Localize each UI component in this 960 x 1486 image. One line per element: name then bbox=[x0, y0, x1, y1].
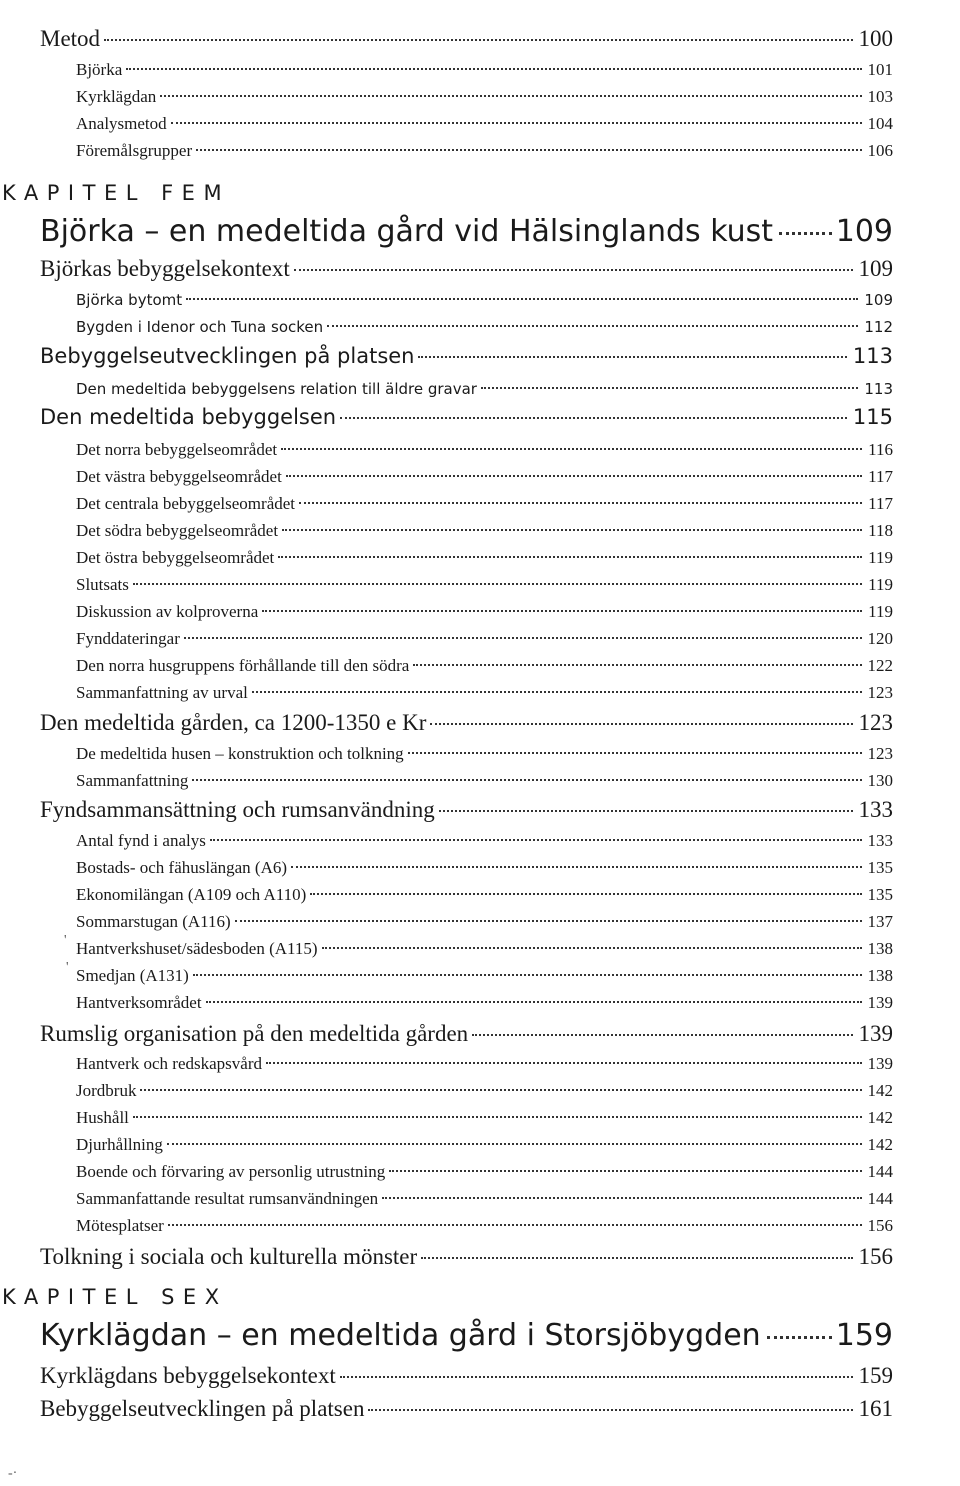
toc-entry-title: Bebyggelseutvecklingen på platsen bbox=[40, 344, 415, 368]
toc-subentry-page: 117 bbox=[868, 467, 893, 486]
toc-subentry-title: Analysmetod bbox=[76, 114, 167, 133]
dot-leader bbox=[235, 920, 862, 922]
toc-subentry-page: 139 bbox=[867, 993, 893, 1012]
toc-subentry-title: Den medeltida bebyggelsens relation till äldre gravar bbox=[76, 380, 477, 398]
dot-leader bbox=[196, 149, 861, 151]
toc-subentry bbox=[76, 1054, 893, 1074]
dot-leader bbox=[327, 325, 858, 327]
toc-subentry-title: Det södra bebyggelseområdet bbox=[76, 521, 279, 540]
toc-subentry bbox=[76, 744, 893, 764]
toc-subentry-title: Bygden i Idenor och Tuna socken bbox=[76, 318, 324, 336]
toc-subentry-page: 135 bbox=[867, 885, 893, 904]
toc-entry-page: 113 bbox=[852, 344, 893, 368]
toc-subentry bbox=[76, 602, 893, 622]
toc-subentry bbox=[76, 885, 893, 905]
toc-subentry-page: 113 bbox=[864, 380, 893, 398]
dot-leader bbox=[206, 1001, 862, 1003]
toc-subentry bbox=[76, 114, 893, 134]
toc-subentry-title: Hantverk och redskapsvård bbox=[76, 1054, 262, 1073]
dot-leader bbox=[382, 1197, 861, 1199]
dot-leader bbox=[252, 691, 862, 693]
dot-leader bbox=[430, 723, 852, 725]
toc-entry-title: Rumslig organisation på den medeltida gården bbox=[40, 1021, 469, 1046]
dot-leader bbox=[167, 1143, 862, 1145]
toc-subentry-page: 116 bbox=[868, 440, 893, 459]
dot-leader bbox=[368, 1409, 852, 1411]
toc-entry-page: 109 bbox=[858, 256, 893, 281]
toc-subentry bbox=[76, 521, 893, 541]
chapter-title-text: Kyrklägdan – en medeltida gård i Storsjöbygden bbox=[40, 1318, 761, 1353]
toc-entry bbox=[40, 256, 893, 282]
toc-entry bbox=[40, 1396, 893, 1422]
toc-subentry bbox=[76, 1108, 893, 1128]
toc-subentry bbox=[76, 575, 893, 595]
toc-subentry-title: Jordbruk bbox=[76, 1081, 137, 1100]
toc-subentry-page: 142 bbox=[867, 1108, 893, 1127]
toc-subentry-page: 101 bbox=[867, 60, 893, 79]
scan-mark: ' bbox=[66, 960, 69, 975]
toc-subentry bbox=[76, 771, 893, 791]
toc-subentry bbox=[76, 1162, 893, 1182]
toc-subentry-page: 138 bbox=[867, 939, 893, 958]
toc-subentry-page: 123 bbox=[867, 744, 893, 763]
toc-subentry-title: Sommarstugan (A116) bbox=[76, 912, 231, 931]
toc-entry-page: 161 bbox=[858, 1396, 893, 1421]
chapter-title-page: 159 bbox=[835, 1318, 893, 1353]
toc-entry-title: Metod bbox=[40, 26, 101, 51]
dot-leader bbox=[481, 387, 858, 389]
toc-subentry-page: 138 bbox=[867, 966, 893, 985]
toc-entry-title: Tolkning i sociala och kulturella mönster bbox=[40, 1244, 418, 1269]
toc-subentry bbox=[76, 291, 893, 309]
toc-subentry bbox=[76, 683, 893, 703]
chapter-title bbox=[40, 1318, 893, 1353]
toc-entry-title: Bebyggelseutvecklingen på platsen bbox=[40, 1396, 365, 1421]
toc-subentry-page: 119 bbox=[868, 602, 893, 621]
dot-leader bbox=[408, 752, 862, 754]
toc-subentry-page: 123 bbox=[867, 683, 893, 702]
toc-subentry-title: Det östra bebyggelseområdet bbox=[76, 548, 275, 567]
toc-subentry-title: Björka bytomt bbox=[76, 291, 183, 309]
dot-leader bbox=[171, 122, 862, 124]
scan-mark: ' bbox=[64, 933, 67, 948]
dot-leader bbox=[779, 232, 832, 235]
toc-subentry-title: Sammanfattning bbox=[76, 771, 189, 790]
toc-entry-page: 133 bbox=[858, 797, 893, 822]
toc-subentry bbox=[76, 993, 893, 1013]
toc-subentry-page: 130 bbox=[867, 771, 893, 790]
toc-subentry bbox=[76, 1135, 893, 1155]
dot-leader bbox=[262, 610, 862, 612]
toc-subentry-title: Föremålsgrupper bbox=[76, 141, 193, 160]
toc-subentry bbox=[76, 629, 893, 649]
dot-leader bbox=[186, 298, 858, 300]
toc-subentry-title: Det norra bebyggelseområdet bbox=[76, 440, 278, 459]
toc-subentry bbox=[76, 939, 893, 959]
dot-leader bbox=[421, 1257, 852, 1259]
toc-subentry bbox=[76, 858, 893, 878]
dot-leader bbox=[418, 356, 846, 358]
toc-subentry-title: Den norra husgruppens förhållande till den södra bbox=[76, 656, 410, 675]
dot-leader bbox=[168, 1224, 862, 1226]
toc-subentry-page: 135 bbox=[867, 858, 893, 877]
toc-subentry bbox=[76, 380, 893, 398]
toc-subentry-title: Sammanfattande resultat rumsanvändningen bbox=[76, 1189, 379, 1208]
toc-subentry-title: Det centrala bebyggelseområdet bbox=[76, 494, 296, 513]
toc-subentry bbox=[76, 1081, 893, 1101]
toc-subentry bbox=[76, 656, 893, 676]
chapter-title-text: Björka – en medeltida gård vid Hälsinglands kust bbox=[40, 214, 774, 249]
toc-subentry-page: 119 bbox=[868, 575, 893, 594]
toc-subentry-title: Diskussion av kolproverna bbox=[76, 602, 259, 621]
dot-leader bbox=[133, 583, 862, 585]
toc-entry bbox=[40, 1363, 893, 1389]
toc-subentry bbox=[76, 966, 893, 986]
dot-leader bbox=[193, 974, 862, 976]
dot-leader bbox=[104, 39, 852, 41]
toc-subentry-title: Ekonomilängan (A109 och A110) bbox=[76, 885, 307, 904]
toc-entry-title: Kyrklägdans bebyggelsekontext bbox=[40, 1363, 336, 1388]
toc-subentry-page: 122 bbox=[867, 656, 893, 675]
toc-entry-page: 100 bbox=[858, 26, 893, 51]
dot-leader bbox=[439, 810, 853, 812]
toc-subentry-page: 137 bbox=[867, 912, 893, 931]
dot-leader bbox=[322, 947, 862, 949]
chapter-label: KAPITEL FEM bbox=[2, 181, 231, 205]
toc-subentry bbox=[76, 1189, 893, 1209]
chapter-title-page: 109 bbox=[835, 214, 893, 249]
toc-subentry-title: Sammanfattning av urval bbox=[76, 683, 248, 702]
toc-subentry-title: Bostads- och fähuslängan (A6) bbox=[76, 858, 288, 877]
dot-leader bbox=[767, 1336, 832, 1339]
toc-subentry-page: 106 bbox=[867, 141, 893, 160]
toc-subentry bbox=[76, 440, 893, 460]
toc-subentry bbox=[76, 1216, 893, 1236]
dot-leader bbox=[210, 839, 862, 841]
scan-mark: -· bbox=[8, 1466, 18, 1481]
dot-leader bbox=[310, 893, 861, 895]
toc-subentry-title: Mötesplatser bbox=[76, 1216, 164, 1235]
toc-entry bbox=[40, 344, 893, 368]
toc-subentry bbox=[76, 141, 893, 161]
toc-entry-title: Den medeltida gården, ca 1200-1350 e Kr bbox=[40, 710, 427, 735]
chapter-label: KAPITEL SEX bbox=[2, 1285, 228, 1309]
toc-subentry bbox=[76, 548, 893, 568]
toc-subentry-title: Fynddateringar bbox=[76, 629, 180, 648]
dot-leader bbox=[133, 1116, 862, 1118]
toc-entry-title: Fyndsammansättning och rumsanvändning bbox=[40, 797, 435, 822]
toc-entry bbox=[40, 1021, 893, 1047]
toc-subentry bbox=[76, 318, 893, 336]
toc-subentry-title: Hantverksområdet bbox=[76, 993, 202, 1012]
toc-entry-page: 156 bbox=[858, 1244, 893, 1269]
toc-subentry-page: 117 bbox=[868, 494, 893, 513]
toc-subentry-page: 133 bbox=[867, 831, 893, 850]
dot-leader bbox=[160, 95, 861, 97]
toc-subentry-page: 118 bbox=[868, 521, 893, 540]
toc-subentry bbox=[76, 831, 893, 851]
toc-subentry-title: Det västra bebyggelseområdet bbox=[76, 467, 282, 486]
toc-subentry-title: Kyrklägdan bbox=[76, 87, 157, 106]
toc-subentry-title: De medeltida husen – konstruktion och tolkning bbox=[76, 744, 404, 763]
toc-subentry-page: 109 bbox=[864, 291, 893, 309]
toc-entry-page: 123 bbox=[858, 710, 893, 735]
toc-subentry bbox=[76, 60, 893, 80]
toc-entry bbox=[40, 797, 893, 823]
dot-leader bbox=[140, 1089, 861, 1091]
toc-entry-title: Björkas bebyggelsekontext bbox=[40, 256, 290, 281]
dot-leader bbox=[294, 269, 853, 271]
toc-subentry-page: 120 bbox=[867, 629, 893, 648]
toc-subentry-page: 144 bbox=[867, 1189, 893, 1208]
toc-subentry-title: Boende och förvaring av personlig utrustning bbox=[76, 1162, 386, 1181]
toc-subentry-page: 104 bbox=[867, 114, 893, 133]
toc-subentry-title: Björka bbox=[76, 60, 123, 79]
dot-leader bbox=[389, 1170, 861, 1172]
toc-subentry bbox=[76, 467, 893, 487]
toc-entry bbox=[40, 405, 893, 429]
toc-entry bbox=[40, 710, 893, 736]
dot-leader bbox=[281, 448, 862, 450]
toc-entry-page: 159 bbox=[858, 1363, 893, 1388]
toc-entry bbox=[40, 1244, 893, 1270]
toc-subentry-title: Hushåll bbox=[76, 1108, 129, 1127]
toc-subentry-page: 119 bbox=[868, 548, 893, 567]
dot-leader bbox=[299, 502, 862, 504]
dot-leader bbox=[278, 556, 862, 558]
toc-subentry-page: 139 bbox=[867, 1054, 893, 1073]
toc-subentry-page: 142 bbox=[867, 1081, 893, 1100]
toc-subentry-page: 156 bbox=[867, 1216, 893, 1235]
dot-leader bbox=[472, 1034, 852, 1036]
toc-subentry-page: 112 bbox=[864, 318, 893, 336]
toc-subentry-title: Smedjan (A131) bbox=[76, 966, 189, 985]
toc-subentry-title: Djurhållning bbox=[76, 1135, 163, 1154]
toc-subentry-page: 103 bbox=[867, 87, 893, 106]
dot-leader bbox=[184, 637, 862, 639]
toc-entry-page: 139 bbox=[858, 1021, 893, 1046]
dot-leader bbox=[282, 529, 862, 531]
chapter-title bbox=[40, 214, 893, 249]
dot-leader bbox=[413, 664, 861, 666]
dot-leader bbox=[291, 866, 861, 868]
dot-leader bbox=[192, 779, 861, 781]
toc-subentry bbox=[76, 912, 893, 932]
toc-subentry-page: 142 bbox=[867, 1135, 893, 1154]
toc-entry-title: Den medeltida bebyggelsen bbox=[40, 405, 337, 429]
dot-leader bbox=[340, 1376, 853, 1378]
dot-leader bbox=[286, 475, 862, 477]
toc-subentry bbox=[76, 494, 893, 514]
dot-leader bbox=[126, 68, 861, 70]
dot-leader bbox=[266, 1062, 862, 1064]
toc-subentry-title: Antal fynd i analys bbox=[76, 831, 206, 850]
toc-entry-page: 115 bbox=[852, 405, 893, 429]
toc-entry-metod bbox=[40, 26, 893, 52]
toc-subentry-title: Slutsats bbox=[76, 575, 129, 594]
toc-subentry-title: Hantverkshuset/sädesboden (A115) bbox=[76, 939, 318, 958]
dot-leader bbox=[340, 417, 847, 419]
toc-subentry-page: 144 bbox=[867, 1162, 893, 1181]
toc-subentry bbox=[76, 87, 893, 107]
